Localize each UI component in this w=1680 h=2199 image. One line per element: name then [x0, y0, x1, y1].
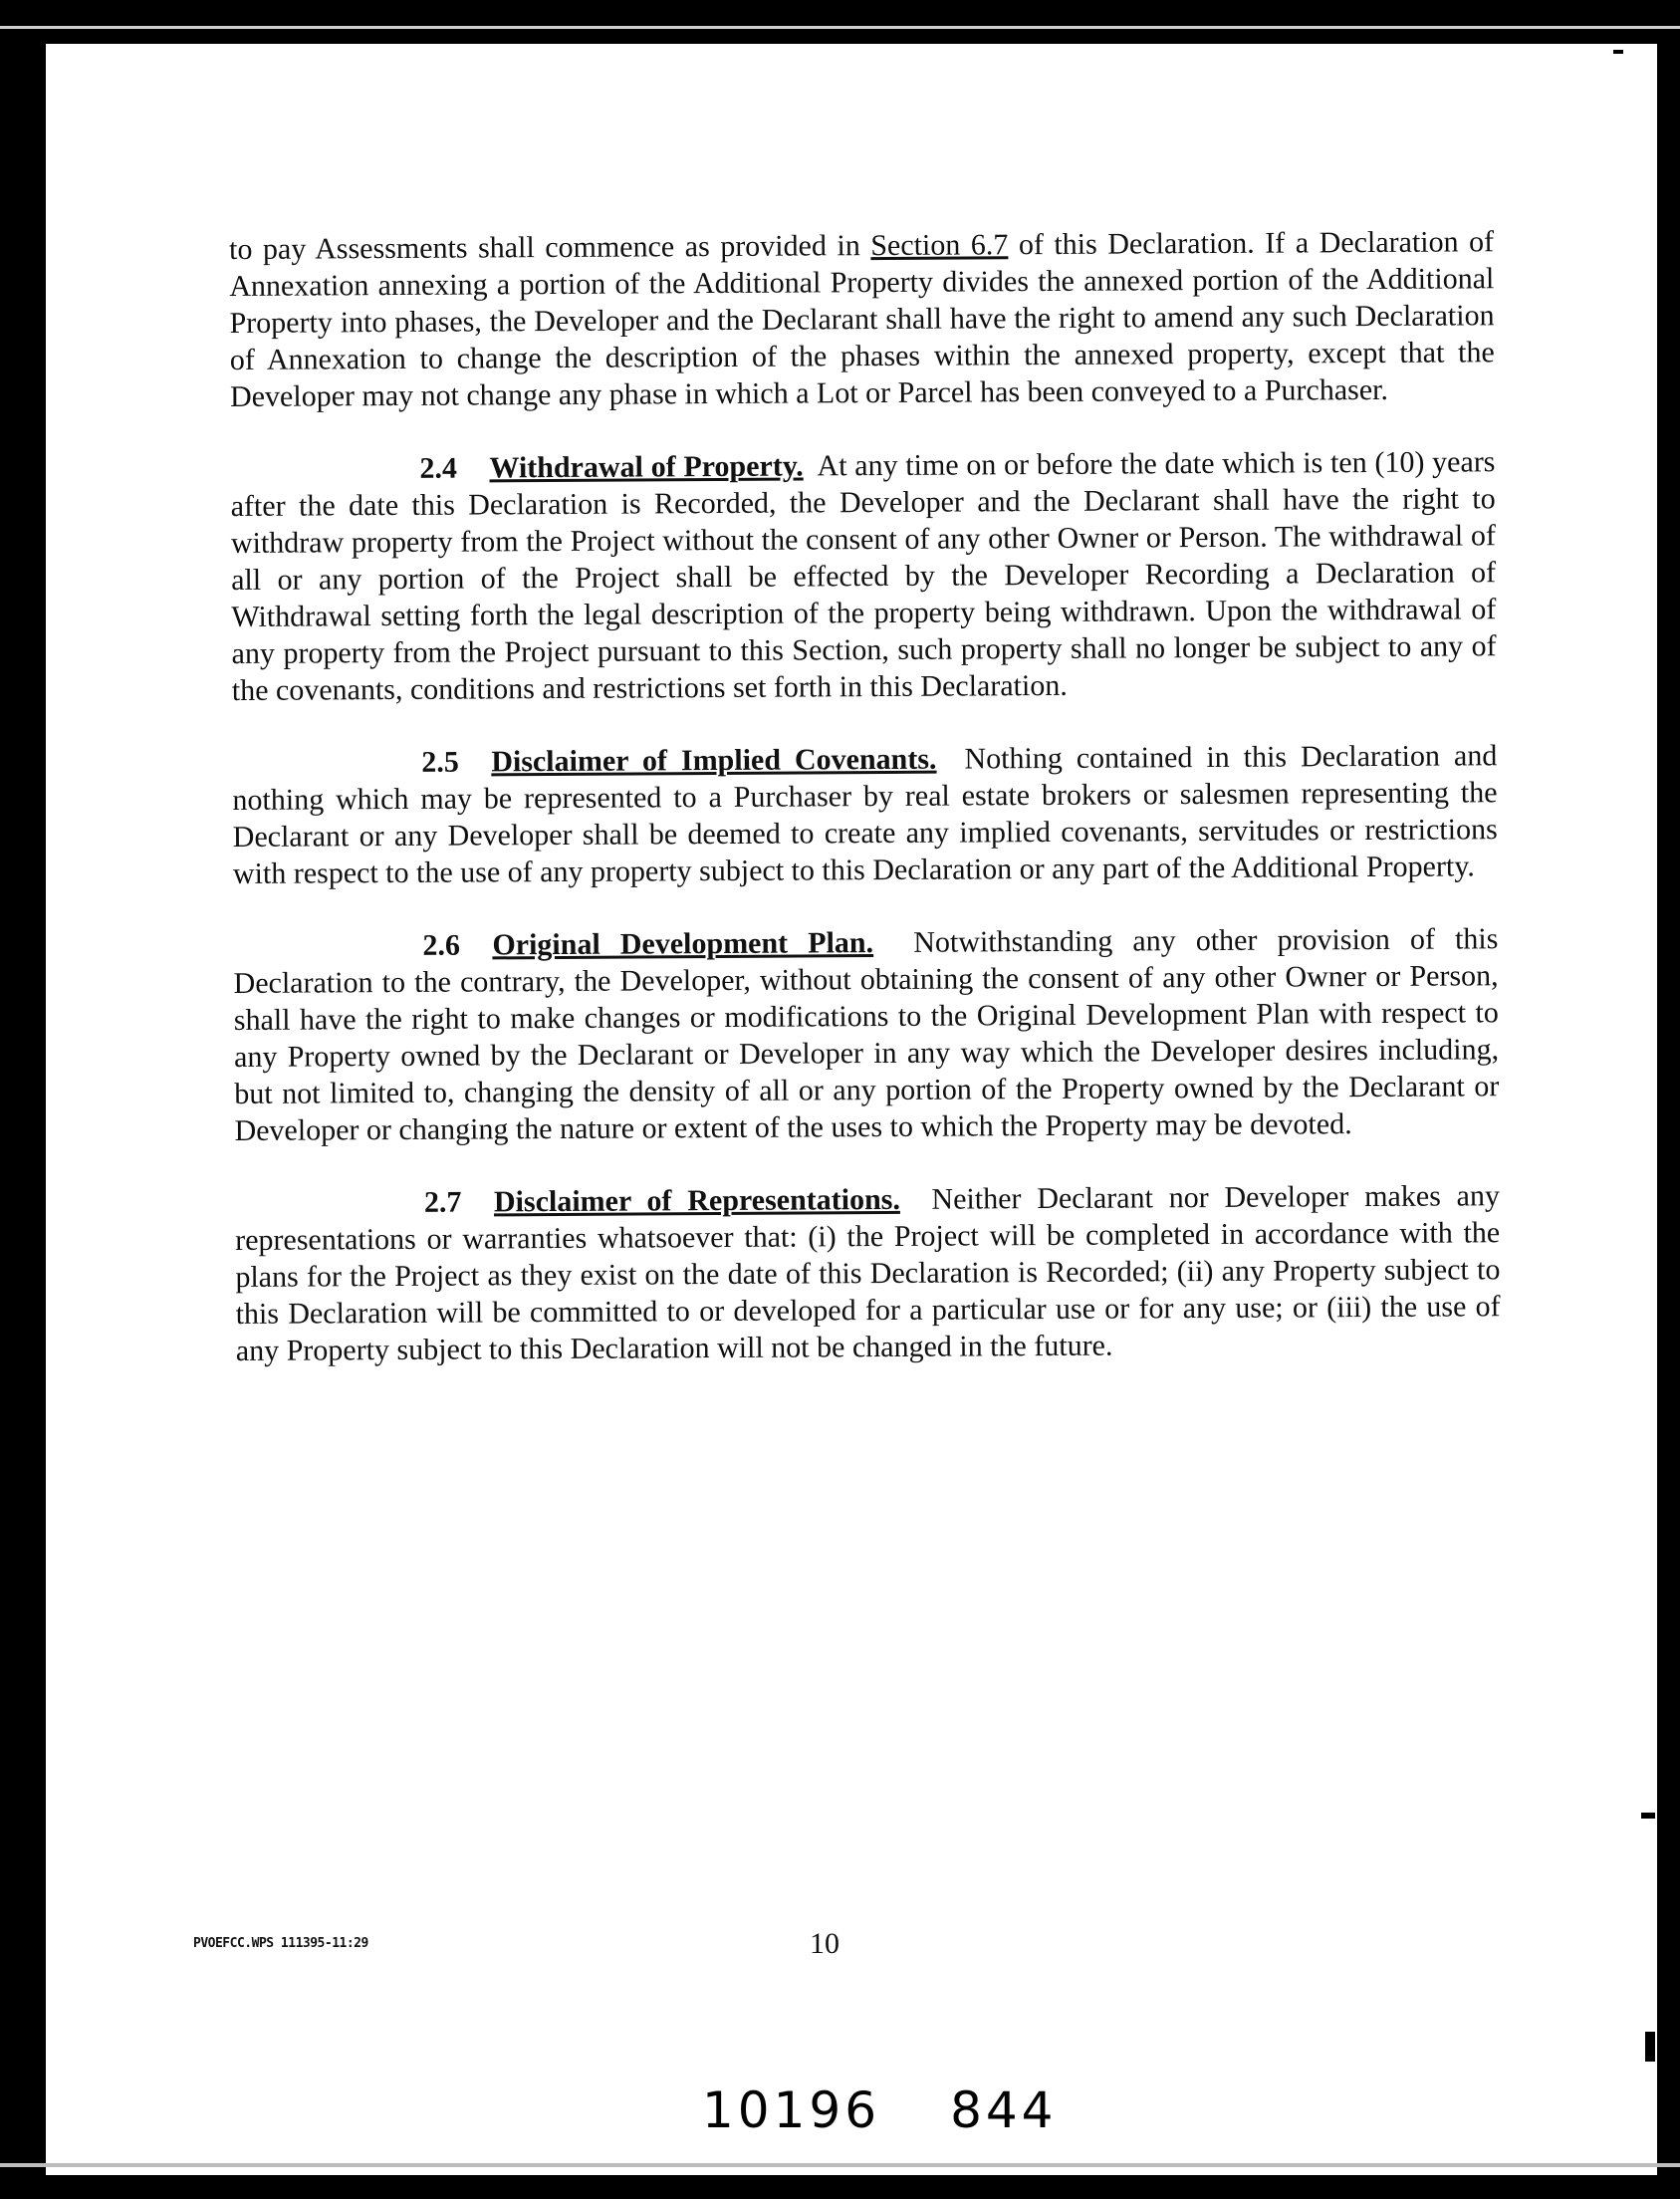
file-code: PVOEFCC.WPS 111395-11:29: [193, 1936, 368, 1951]
declaration-text: [229, 223, 1501, 1405]
recording-stamp: [702, 2081, 1127, 2139]
page-number: 10: [810, 1927, 840, 1960]
section-2-6: [233, 920, 1499, 1149]
section-body: Notwithstanding any other provision of this Declaration to the contrary, the Developer, without obtaining the consent of any other Owner or Person, shall have the right to make changes or modifications to the Original Development Plan with respect to any Property owned by the Declarant or Developer in any way which the Developer desires including, but not limited to, changing the density of all or any portion of the Property owned by the Declarant or Developer or changing the nature or extent of the uses to which the Property may be devoted.: [233, 922, 1500, 1147]
stamp-book-number: 10196: [702, 2081, 881, 2139]
scan-speck: [1641, 1813, 1655, 1819]
scan-top-edge: [0, 26, 1680, 29]
scan-bottom-edge: [0, 2163, 1680, 2167]
section-reference: Section 6.7: [870, 228, 1009, 263]
section-heading: Disclaimer of Representations.: [493, 1182, 900, 1219]
section-number: 2.4: [419, 451, 458, 485]
paragraph-text: of this Declaration. If a Declaration of Annexation annexing a portion of the Additional Property divides the annexed portion of the Additional Property into phases, the Developer and the Declarant shall have the right to amend any such Declaration of Annexation to change the description of the phases within the annexed property, except that the Developer may not change any phase in which a Lot or Parcel has been conveyed to a Purchaser.: [229, 225, 1495, 413]
section-number: 2.6: [422, 928, 460, 962]
section-heading: Disclaimer of Implied Covenants.: [491, 742, 937, 779]
section-number: 2.5: [421, 745, 459, 779]
stamp-page-number: 844: [950, 2081, 1058, 2139]
section-body: Neither Declarant nor Developer makes any representations or warranties whatsoever that: (i) the Project will be completed in accordance with the plans for the Project as they exist on the date of this Declaration is Recorded; (ii) any Property subject to this Declaration will be committed to or developed for a particular use or for any use; or (iii) the use of any Property subject to this Declaration will not be changed in the future.: [235, 1179, 1501, 1367]
scan-speck: [1645, 2032, 1655, 2062]
section-2-4: [230, 443, 1497, 709]
section-heading: Withdrawal of Property.: [489, 449, 804, 485]
section-heading: Original Development Plan.: [492, 926, 874, 962]
section-2-5: [232, 737, 1498, 892]
paragraph-continuation: [229, 223, 1495, 415]
section-body: At any time on or before the date which is ten (10) years after the date this Declaration is Recorded, the Developer and the Declarant shall have the right to withdraw property from the Project without the consent of any other Owner or Person. The withdrawal of all or any portion of the Project shall be effected by the Developer Recording a Declaration of Withdrawal setting forth the legal description of the property being withdrawn. Upon the withdrawal of any property from the Project pursuant to this Section, such property shall no longer be subject to any of the covenants, conditions and restrictions set forth in this Declaration.: [230, 445, 1497, 707]
section-body: Nothing contained in this Declaration and nothing which may be represented to a Purchaser by real estate brokers or salesmen representing the Declarant or any Developer shall be deemed to create any implied covenants, servitudes or restrictions with respect to the use of any property subject to this Declaration or any part of the Additional Property.: [232, 739, 1498, 890]
paragraph-text: to pay Assessments shall commence as provided in: [229, 229, 871, 266]
section-number: 2.7: [423, 1185, 462, 1219]
section-2-7: [235, 1177, 1501, 1369]
scan-speck: [1613, 50, 1623, 54]
